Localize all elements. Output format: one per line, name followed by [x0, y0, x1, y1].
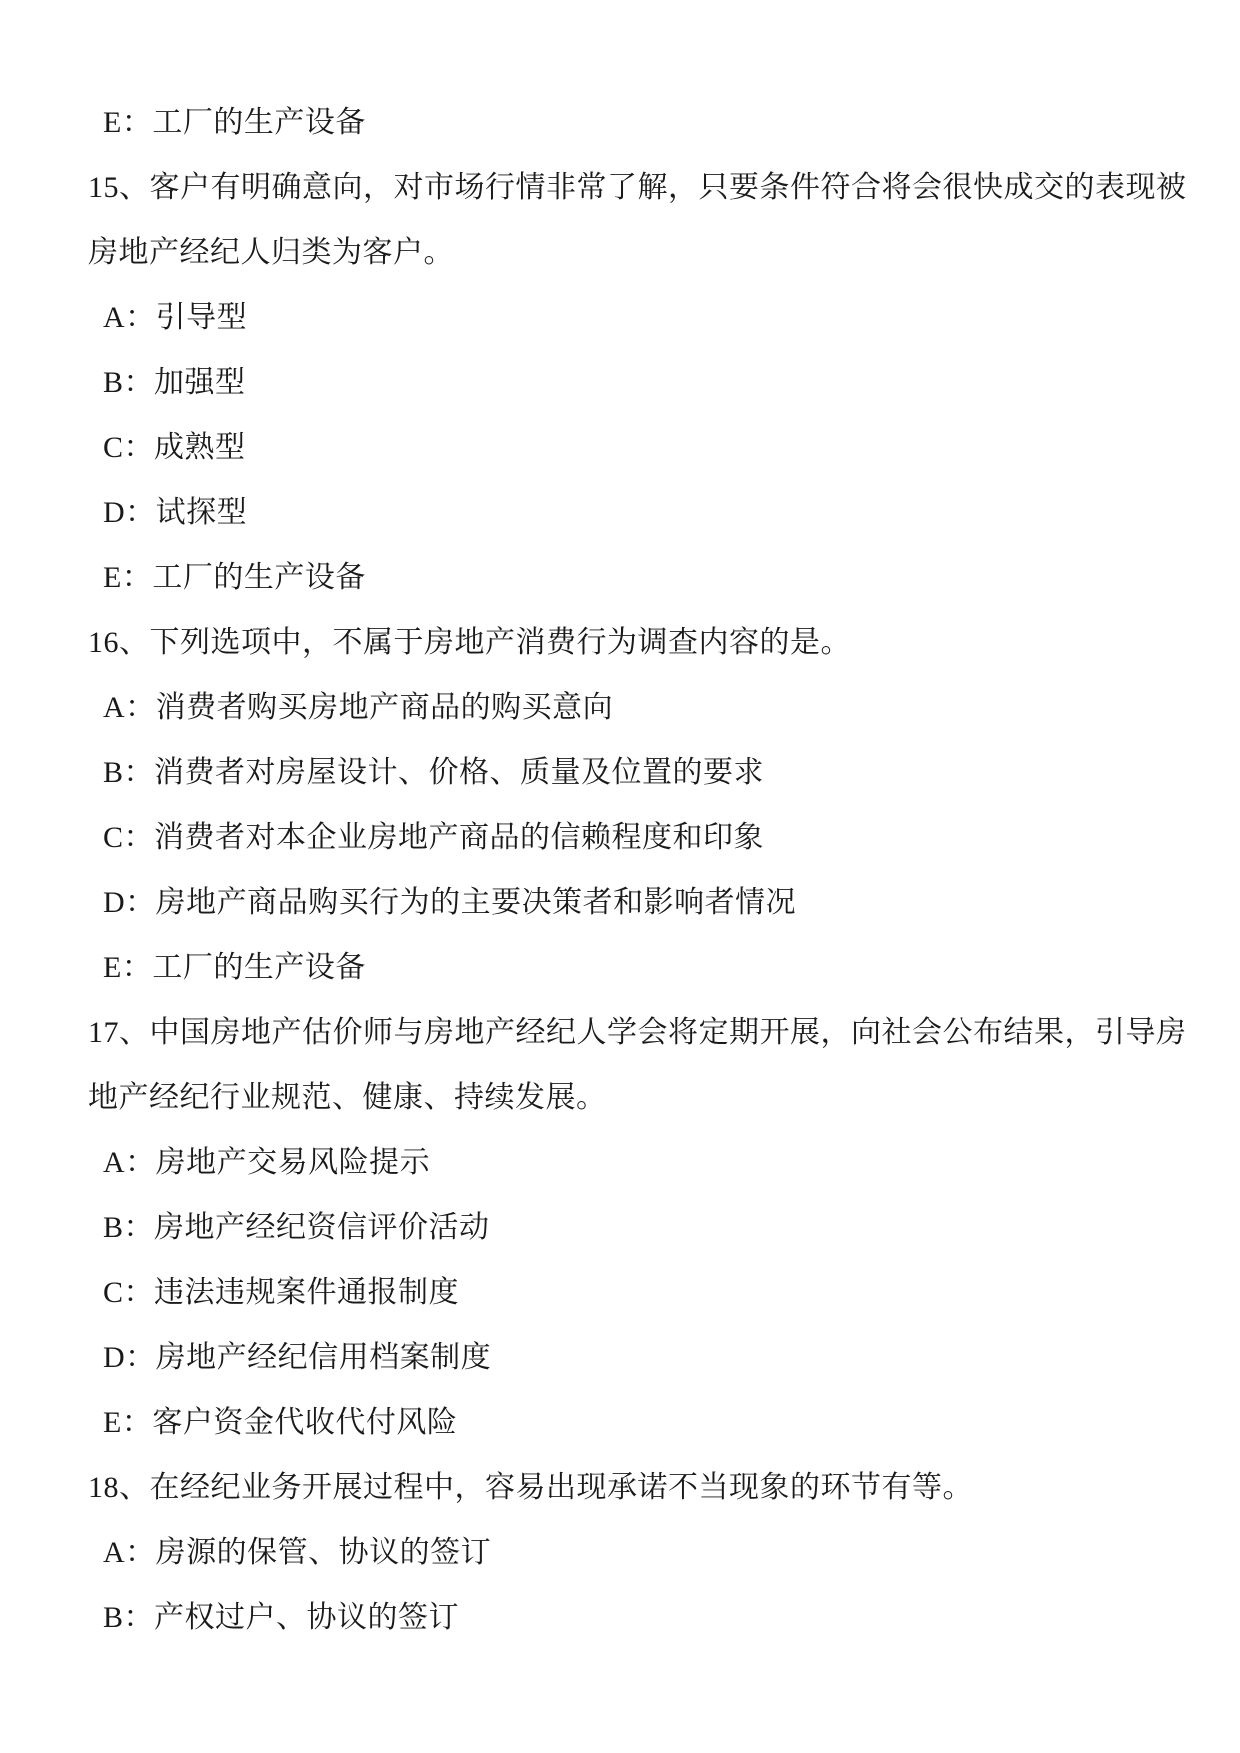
question-16-option-c: C：消费者对本企业房地产商品的信赖程度和印象 — [103, 821, 765, 854]
question-15-option-a: A：引导型 — [103, 301, 248, 334]
question-17-stem-line-2: 地产经纪行业规范、健康、持续发展。 — [88, 1081, 607, 1114]
question-16-option-e: E：工厂的生产设备 — [103, 951, 366, 984]
question-16-option-a: A：消费者购买房地产商品的购买意向 — [103, 691, 614, 724]
question-15 — [88, 155, 1187, 610]
question-17-option-a: A：房地产交易风险提示 — [103, 1146, 431, 1179]
question-14-option-e: E：工厂的生产设备 — [103, 106, 366, 139]
question-15-option-b: B：加强型 — [103, 366, 246, 399]
question-15-stem-line-2: 房地产经纪人归类为客户。 — [88, 236, 454, 269]
question-18-stem-line-1: 18、在经纪业务开展过程中，容易出现承诺不当现象的环节有等。 — [88, 1471, 973, 1504]
question-17 — [88, 1000, 1187, 1455]
question-15-option-d: D：试探型 — [103, 496, 248, 529]
question-18-option-a: A：房源的保管、协议的签订 — [103, 1536, 492, 1569]
question-17-option-b: B：房地产经纪资信评价活动 — [103, 1211, 490, 1244]
question-16-option-b: B：消费者对房屋设计、价格、质量及位置的要求 — [103, 756, 765, 789]
question-18 — [88, 1455, 1170, 1650]
question-17-option-e: E：客户资金代收代付风险 — [103, 1406, 458, 1439]
question-16-stem-line-1: 16、下列选项中，不属于房地产消费行为调查内容的是。 — [88, 626, 851, 659]
question-18-option-b: B：产权过户、协议的签订 — [103, 1601, 460, 1634]
question-15-option-c: C：成熟型 — [103, 431, 246, 464]
question-17-option-d: D：房地产经纪信用档案制度 — [103, 1341, 492, 1374]
question-17-stem-line-1: 17、中国房地产估价师与房地产经纪人学会将定期开展，向社会公布结果，引导房 — [88, 1016, 1187, 1049]
question-16-option-d: D：房地产商品购买行为的主要决策者和影响者情况 — [103, 886, 797, 919]
question-15-stem-line-1: 15、客户有明确意向，对市场行情非常了解，只要条件符合将会很快成交的表现被 — [88, 171, 1187, 204]
question-15-option-e: E：工厂的生产设备 — [103, 561, 366, 594]
question-17-option-c: C：违法违规案件通报制度 — [103, 1276, 460, 1309]
question-16 — [88, 610, 1170, 1000]
